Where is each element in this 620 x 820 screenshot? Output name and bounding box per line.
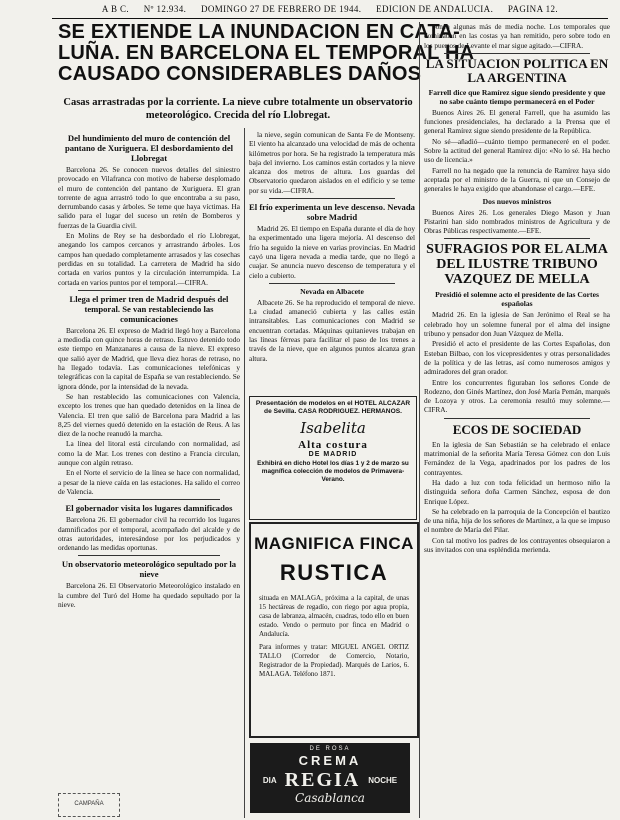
crema-brand-row (250, 769, 410, 792)
lead-headline-line: CAUSADO CONSIDERABLES DAÑOS (58, 63, 422, 85)
column-divider (244, 128, 245, 818)
article-paragraph: Buenos Aires 26. Los generales Diego Mason y Juan Pistarini han sido nombrados ministros de Agricultura y de Obras Públicas respectivamente.—EFE. (424, 207, 610, 236)
lead-deck: Casas arrastradas por la corriente. La nieve cubre totalmente un observatorio meteorológico. Crecida del río Llobregat. (63, 97, 413, 121)
article-paragraph: No sé—añadió—cuánto tiempo permaneceré en el poder. Sobre la actitud del general Ramírez dijo: «No lo sé. Ha hecho uso de licencia.» (424, 136, 610, 165)
column-1 (58, 130, 240, 792)
divider (269, 198, 395, 199)
fashion-title: Alta costura (298, 439, 368, 451)
lead-headline-line: LUÑA. EN BARCELONA EL TEMPORAL HA (58, 42, 475, 64)
article-paragraph: Barcelona 26. El gobernador civil ha recorrido los lugares damnificados por el temporal, acompañado del alcalde y de otras autoridades, interesándose por los perjudicados y ordenando las medidas oportunas. (58, 515, 240, 553)
section-heading: Del hundimiento del muro de contención del pantano de Xuriguera. El desbordamiento del Llobregat (64, 133, 234, 163)
stamp-text: CAMPAÑA (74, 801, 104, 807)
fashion-city: DE MADRID (308, 451, 358, 458)
finca-ad (249, 522, 419, 738)
column-3 (424, 22, 610, 816)
article-paragraph: Albacete 26. Se ha reproducido el temporal de nieve. La ciudad amaneció cubierta y las calles están intransitables. Las comunicaciones con Madrid se encuentran cortadas. Máquinas quitanieves trabajan en las líneas férreas para facilitar el paso de los trenes a través de la nieve, que en algunos puntos alcanza gran altura. (249, 297, 415, 363)
crema-regia-ad (250, 743, 410, 813)
ecos-headline: ECOS DE SOCIEDAD (452, 421, 582, 437)
divider (78, 290, 220, 291)
divider (444, 418, 590, 419)
masthead (52, 4, 608, 19)
finca-body: situada en MALAGA, próxima a la capital, de unas 15 hectáreas de regadío, con riego por agua propia, casa de labranza, almacén, cuadras, todo ello en buen estado. Vendo o permuto por finca en Madrid o Andalucía. (259, 594, 409, 638)
divider (78, 499, 220, 500)
article-paragraph: Entre los concurrentes figuraban los señores Conde de Rodezno, don Ginés Martínez, don José María Pemán, marqués de Lozoya y otros. La ceremonia resultó muy solemne.—CIFRA. (424, 377, 610, 415)
article-paragraph: Madrid 26. En la iglesia de San Jerónimo el Real se ha celebrado hoy un solemne funeral por el alma del insigne tribuno y pensador don Juan Vázquez de Mella. (424, 310, 610, 339)
article-paragraph: Con tal motivo los padres de los contrayentes obsequiaron a sus invitados con una espléndida merienda. (424, 535, 610, 554)
divider (444, 238, 590, 239)
article-paragraph: Buenos Aires 26. El general Farrell, que ha asumido las funciones presidenciales, ha declarado a la Prensa que el general Ramírez sigue siendo presidente de la República. (424, 107, 610, 136)
fashion-logo: Isabelita (300, 419, 366, 437)
divider (78, 555, 220, 556)
article-paragraph: Barcelona 26. El Observatorio Meteorológico instalado en la cumbre del Turó del Home ha quedado sepultado por la nieve. (58, 581, 240, 609)
crema-word: CREMA (298, 753, 362, 768)
lead-headline (58, 21, 475, 85)
sufragios-deck: Presidió el solemne acto el presidente de las Cortes españolas (435, 290, 599, 309)
masthead-date: DOMINGO 27 DE FEBRERO DE 1944. (200, 4, 362, 14)
column-divider (419, 22, 420, 818)
section-heading: Llega el primer tren de Madrid después del temporal. Se van restableciendo las comunicaciones (69, 293, 229, 324)
article-paragraph: la nieve, según comunican de Santa Fe de Montseny. El viento ha alcanzado una velocidad de más de ochenta kilómetros por hora. Se ha registrado la temperatura más baja del invierno. Los caminos están cortados y la nieve alcanza dos metros de altura. Los guardas del Observatorio quedaron aislados en el edificio y se teme por su vida.—CIFRA. (249, 130, 415, 195)
article-paragraph: Barcelona 26. Se conocen nuevos detalles del siniestro provocado en Vilafranca con motivo de haberse desplomado el muro de contención del pantano de Xuriguera. El gran torrente de agua arrastró todo lo que encontraba a su paso, derrumbando casas y árboles. Se teme que haya víctimas. Ha salido para el lugar del suceso un retén de Bomberos y fuerzas de la Guardia civil. (58, 165, 240, 230)
divider (444, 53, 590, 54)
finca-subtitle: RUSTICA (279, 560, 389, 585)
masthead-page: PAGINA 12. (507, 4, 559, 14)
column-2-text (249, 130, 415, 392)
fashion-ad-top: Presentación de modelos en el HOTEL ALCAZAR de Sevilla. CASA RODRIGUEZ. HERMANOS. (255, 400, 411, 415)
finca-contact: Para informes y tratar: MIGUEL ANGEL ORTIZ TALLO (Corredor de Comercio, Notario, Registrador de la Propiedad). Marqués de Larios, 6. MALAGA. Teléfono 1871. (259, 643, 409, 678)
article-paragraph: Farrell no ha negado que la renuncia de Ramírez haya sido aceptada por el ministro de la Guerra, ni que un Consejo de generales le haya exigido que abandonase el cargo.—EFE. (424, 165, 610, 194)
argentina-deck: Farrell dice que Ramírez sigue siendo presidente y que no sabe cuánto tiempo permanecerá en el Poder (428, 87, 606, 106)
sufragios-headline: SUFRAGIOS POR EL ALMA DEL ILUSTRE TRIBUNO VAZQUEZ DE MELLA (426, 242, 608, 288)
stamp-box (58, 793, 120, 817)
article-paragraph: En Molins de Rey se ha desbordado el río Llobregat, anegando los campos cercanos y arrastrando árboles. Los campos han quedado completamente arrasados y las cosechas perdidas en su totalidad. La carretera de Madrid ha sido cortada en varios puntos y la circulación interrumpida. La cortada en varios puntos por el temporal.—CIFRA. (58, 231, 240, 287)
article-paragraph: Ha dado a luz con toda felicidad un hermoso niño la distinguida señora doña Carmen Sánchez, esposa de don Enrique López. (424, 477, 610, 506)
article-paragraph: Barcelona 26. El expreso de Madrid llegó hoy a Barcelona a mediodía con quince horas de retraso. Estuvo detenido todo este tiempo en Manzanares a causa de la nieve. El expreso que salió ayer de Madrid, que lleva diez horas de retraso, no ha llegado todavía. Las comunicaciones telefónicas y telegráficas con la capital de España se van restableciendo. Se ignora dónde, por la intensidad de la nevada. (58, 325, 240, 391)
article-paragraph: En el Norte el servicio de la línea se hace con normalidad, a pesar de la nieve caída en las estaciones. Ha salido el correo de Valencia. (58, 468, 240, 496)
section-heading: Un observatorio meteorológico sepultado por la nieve (61, 559, 237, 580)
crema-top: DE ROSA (309, 746, 351, 752)
crema-night: NOCHE (368, 776, 398, 785)
fashion-body: Exhibirá en dicho Hotel los días 1 y 2 de marzo su magnífica colección de modelos de Primavera-Verano. (257, 460, 409, 483)
section-subheading: Nevada en Albacete (300, 286, 364, 296)
article-paragraph: En la iglesia de San Sebastián se ha celebrado el enlace matrimonial de la señorita María Teresa Gómez con don Luis Fernández de la Vega, apadrinados por los padres de los contrayentes. (424, 439, 610, 477)
section-subheading: Dos nuevos ministros (482, 196, 552, 206)
finca-title: MAGNIFICA FINCA (254, 534, 414, 553)
article-paragraph: Se han restablecido las comunicaciones con Valencia, excepto los trenes que han quedado detenidos en la línea de Valencia. El tren que salió de Barcelona para Madrid a las 8,25 del viernes quedó detenido en la estación de Reus. A las diez de la noche reanudó la marcha. (58, 391, 240, 439)
masthead-number: Nº 12.934. (143, 4, 187, 14)
argentina-headline: LA SITUACION POLITICA EN LA ARGENTINA (425, 55, 609, 85)
article-paragraph: ponen algunas más de media noche. Los temporales que dominaban en las costas ya han remitido, pero sobre todo en los puertos de Levante el mar sigue agitado.—CIFRA. (424, 22, 610, 50)
divider (269, 283, 395, 284)
article-paragraph: La línea del litoral está circulando con normalidad, así como la de Mar. Los trenes con destino a Francia circulan, aunque con algún retraso. (58, 439, 240, 468)
lead-headline-line: SE EXTIENDE LA INUNDACION EN CATA- (58, 21, 460, 43)
section-heading: El frío experimenta un leve descenso. Nevada sobre Madrid (249, 202, 415, 223)
masthead-edition: EDICION DE ANDALUCIA. (376, 4, 494, 14)
section-heading: El gobernador visita los lugares damnificados (65, 503, 233, 514)
article-paragraph: Presidió el acto el presidente de las Cortes Españolas, don Esteban Bilbao, con los vicepresidentes y otras personalidades de la política y de las letras, así como numerosos amigos y admiradores del gran orador. (424, 339, 610, 377)
article-paragraph: Se ha celebrado en la parroquia de la Concepción el bautizo de una niña, hija de los señores de Martínez, a la que se impuso el nombre de María del Pilar. (424, 506, 610, 535)
crema-day: DIA (262, 776, 277, 785)
fashion-ad (249, 396, 417, 520)
crema-script: Casablanca (295, 791, 365, 805)
masthead-abc: A B C. (101, 4, 130, 14)
article-paragraph: Madrid 26. El tiempo en España durante el día de hoy ha experimentado una ligera mejoría. Al descenso del frío ha seguido la nieve en varias provincias. En Madrid cayó una ligera nevada a media tarde, que no llegó a cuajar. Se anuncia nuevo descenso de temperatura y el cielo a cubierto. (249, 224, 415, 280)
crema-brand: REGIA (284, 769, 361, 791)
